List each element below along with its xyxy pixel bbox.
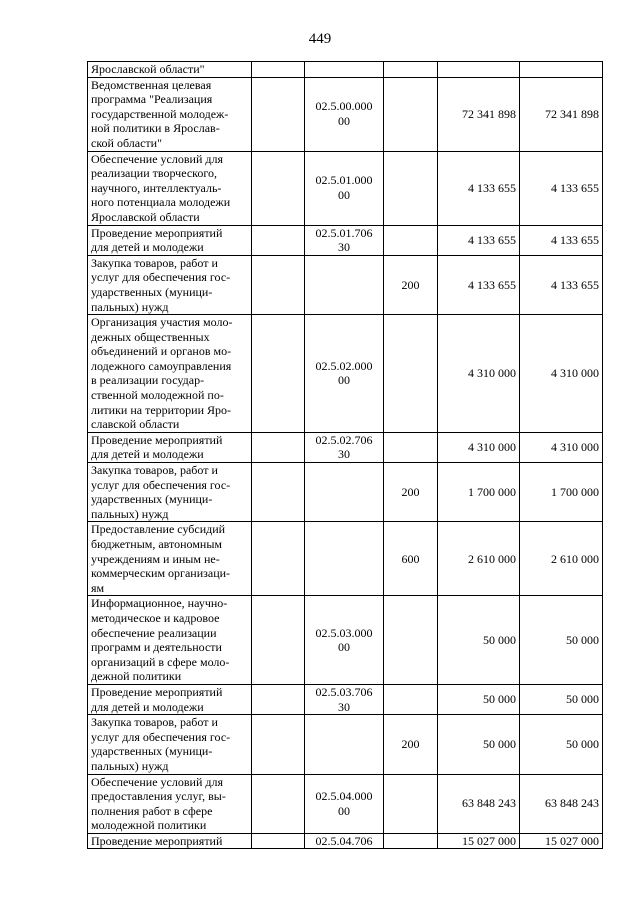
row-name-cell — [88, 522, 252, 596]
row-code-text: 02.5.04.000 00 — [315, 789, 373, 818]
row-name-cell — [88, 715, 252, 774]
row-expense-type-cell — [384, 715, 438, 774]
row-amount-2-text: 4 310 000 — [551, 366, 599, 381]
budget-table — [87, 61, 603, 849]
row-expense-type-text: 200 — [401, 484, 420, 499]
row-amount-2-cell — [520, 833, 603, 849]
table-row — [88, 684, 603, 714]
row-expense-type-cell — [384, 315, 438, 433]
row-code-text: 02.5.02.000 00 — [315, 358, 373, 388]
row-amount-2-text: 50 000 — [566, 632, 599, 647]
table-row — [88, 255, 603, 314]
row-expense-type-cell — [384, 432, 438, 462]
row-name-text: Закупка товаров, работ и услуг для обеспечения гос- ударственных (муници- пальных) нужд — [91, 463, 231, 521]
row-empty-cell — [252, 432, 305, 462]
row-amount-1-text: 4 133 655 — [468, 232, 516, 247]
row-code-cell — [305, 774, 384, 833]
row-code-cell — [305, 684, 384, 714]
row-amount-1-text: 4 310 000 — [468, 366, 516, 381]
row-name-text: Ярославской области" — [91, 62, 205, 76]
row-amount-1-cell — [438, 432, 520, 462]
row-amount-2-cell — [520, 596, 603, 685]
row-amount-1-text: 15 027 000 — [462, 833, 516, 848]
row-expense-type-text: 600 — [401, 551, 420, 566]
row-code-text: 02.5.02.706 30 — [315, 432, 373, 462]
row-code-cell — [305, 432, 384, 462]
row-amount-1-text: 50 000 — [483, 737, 516, 752]
row-expense-type-cell — [384, 774, 438, 833]
row-expense-type-cell — [384, 463, 438, 522]
row-amount-1-text: 72 341 898 — [462, 106, 516, 121]
row-code-text: 02.5.01.000 00 — [315, 173, 373, 203]
row-code-cell — [305, 315, 384, 433]
row-amount-2-cell — [520, 774, 603, 833]
row-expense-type-cell — [384, 255, 438, 314]
row-amount-2-cell — [520, 432, 603, 462]
row-empty-cell — [252, 315, 305, 433]
page-number: 449 — [308, 31, 332, 47]
row-name-cell — [88, 315, 252, 433]
row-empty-cell — [252, 774, 305, 833]
row-amount-2-cell — [520, 463, 603, 522]
row-amount-1-text: 4 310 000 — [468, 440, 516, 455]
row-amount-1-cell — [438, 715, 520, 774]
table-row — [88, 715, 603, 774]
row-amount-2-cell — [520, 62, 603, 78]
row-empty-cell — [252, 715, 305, 774]
table-row — [88, 463, 603, 522]
row-amount-1-cell — [438, 62, 520, 78]
row-name-text: Обеспечение условий для предоставления услуг, вы- полнения работ в сфере молодежной политики — [91, 774, 226, 833]
row-amount-1-cell — [438, 225, 520, 255]
row-empty-cell — [252, 255, 305, 314]
row-expense-type-cell — [384, 596, 438, 685]
row-amount-2-text: 15 027 000 — [545, 833, 599, 848]
row-expense-type-cell — [384, 833, 438, 849]
row-empty-cell — [252, 463, 305, 522]
row-code-cell — [305, 522, 384, 596]
row-expense-type-text: 200 — [401, 737, 420, 752]
row-empty-cell — [252, 684, 305, 714]
row-name-cell — [88, 463, 252, 522]
row-empty-cell — [252, 151, 305, 225]
row-amount-2-cell — [520, 522, 603, 596]
row-expense-type-cell — [384, 684, 438, 714]
table-row — [88, 62, 603, 78]
row-empty-cell — [252, 77, 305, 151]
row-code-text: 02.5.04.706 — [315, 833, 373, 848]
row-name-cell — [88, 684, 252, 714]
row-name-text: Обеспечение условий для реализации творческого, научного, интеллектуаль- ного потенциала молодежи Ярославской области — [91, 151, 231, 224]
row-amount-1-cell — [438, 596, 520, 685]
row-amount-1-text: 63 848 243 — [462, 796, 516, 811]
row-code-text: 02.5.03.706 30 — [315, 684, 373, 714]
row-code-cell — [305, 596, 384, 685]
row-amount-1-text: 4 133 655 — [468, 180, 516, 195]
table-row — [88, 596, 603, 685]
row-name-text: Предоставление субсидий бюджетным, автономным учреждениям и иным не- коммерческим организаци- ям — [91, 522, 231, 595]
row-amount-1-cell — [438, 833, 520, 849]
row-amount-1-cell — [438, 522, 520, 596]
row-name-cell — [88, 255, 252, 314]
row-amount-1-cell — [438, 463, 520, 522]
row-name-cell — [88, 151, 252, 225]
row-name-text: Проведение мероприятий для детей и молодежи — [91, 225, 223, 255]
row-expense-type-cell — [384, 151, 438, 225]
row-amount-1-text: 1 700 000 — [468, 484, 516, 499]
row-amount-1-text: 50 000 — [483, 692, 516, 707]
row-code-cell — [305, 62, 384, 78]
row-amount-2-text: 2 610 000 — [551, 551, 599, 566]
row-name-cell — [88, 77, 252, 151]
row-name-text: Закупка товаров, работ и услуг для обеспечения гос- ударственных (муници- пальных) нужд — [91, 715, 231, 773]
row-name-cell — [88, 432, 252, 462]
row-expense-type-cell — [384, 522, 438, 596]
row-code-cell — [305, 77, 384, 151]
row-amount-1-text: 50 000 — [483, 632, 516, 647]
row-amount-2-text: 4 133 655 — [551, 180, 599, 195]
row-name-text: Проведение мероприятий для детей и молодежи — [91, 432, 223, 462]
table-body — [88, 62, 603, 849]
row-empty-cell — [252, 62, 305, 78]
table-row — [88, 77, 603, 151]
row-code-cell — [305, 225, 384, 255]
row-name-text: Проведение мероприятий — [91, 833, 223, 848]
row-name-cell — [88, 62, 252, 78]
row-amount-2-text: 4 310 000 — [551, 440, 599, 455]
row-amount-2-text: 72 341 898 — [545, 106, 599, 121]
row-code-text: 02.5.01.706 30 — [315, 225, 373, 255]
row-amount-1-cell — [438, 77, 520, 151]
row-name-text: Информационное, научно- методическое и кадровое обеспечение реализации программ и деятельности организаций в сфере моло- дежной политики — [91, 596, 230, 684]
row-amount-1-cell — [438, 255, 520, 314]
table-row — [88, 522, 603, 596]
row-name-text: Проведение мероприятий для детей и молодежи — [91, 684, 223, 714]
row-code-cell — [305, 715, 384, 774]
row-code-cell — [305, 833, 384, 849]
row-expense-type-cell — [384, 225, 438, 255]
row-name-text: Ведомственная целевая программа "Реализация государственной молодеж- ной политики в Ярослав- ской области" — [91, 77, 229, 150]
row-empty-cell — [252, 225, 305, 255]
row-amount-1-cell — [438, 684, 520, 714]
row-amount-2-cell — [520, 715, 603, 774]
row-amount-2-text: 4 133 655 — [551, 232, 599, 247]
row-amount-1-cell — [438, 315, 520, 433]
table-row — [88, 774, 603, 833]
row-code-cell — [305, 463, 384, 522]
row-empty-cell — [252, 596, 305, 685]
row-name-cell — [88, 225, 252, 255]
table-row — [88, 833, 603, 849]
row-code-text: 02.5.00.000 00 — [315, 99, 373, 129]
row-code-cell — [305, 151, 384, 225]
row-name-cell — [88, 833, 252, 849]
row-amount-2-cell — [520, 255, 603, 314]
row-amount-2-text: 1 700 000 — [551, 484, 599, 499]
row-amount-1-text: 2 610 000 — [468, 551, 516, 566]
row-amount-2-cell — [520, 684, 603, 714]
row-amount-1-cell — [438, 774, 520, 833]
row-amount-1-cell — [438, 151, 520, 225]
row-name-text: Организация участия моло- дежных общественных объединений и органов мо- лодежного самоуправления в реализации государ- ственной молодежной по- литики на территории Яро- славской области — [91, 315, 233, 432]
row-amount-2-text: 4 133 655 — [551, 277, 599, 292]
table-row — [88, 225, 603, 255]
row-name-cell — [88, 774, 252, 833]
row-expense-type-text: 200 — [401, 277, 420, 292]
row-empty-cell — [252, 833, 305, 849]
row-amount-2-text: 63 848 243 — [545, 796, 599, 811]
row-amount-2-cell — [520, 77, 603, 151]
row-amount-2-text: 50 000 — [566, 692, 599, 707]
row-amount-2-cell — [520, 151, 603, 225]
row-amount-2-cell — [520, 315, 603, 433]
row-name-cell — [88, 596, 252, 685]
row-amount-1-text: 4 133 655 — [468, 277, 516, 292]
table-row — [88, 315, 603, 433]
row-code-cell — [305, 255, 384, 314]
row-empty-cell — [252, 522, 305, 596]
table-row — [88, 432, 603, 462]
row-amount-2-cell — [520, 225, 603, 255]
row-amount-2-text: 50 000 — [566, 737, 599, 752]
row-code-text: 02.5.03.000 00 — [315, 625, 373, 655]
row-expense-type-cell — [384, 77, 438, 151]
row-name-text: Закупка товаров, работ и услуг для обеспечения гос- ударственных (муници- пальных) нужд — [91, 255, 231, 314]
row-expense-type-cell — [384, 62, 438, 78]
table-row — [88, 151, 603, 225]
